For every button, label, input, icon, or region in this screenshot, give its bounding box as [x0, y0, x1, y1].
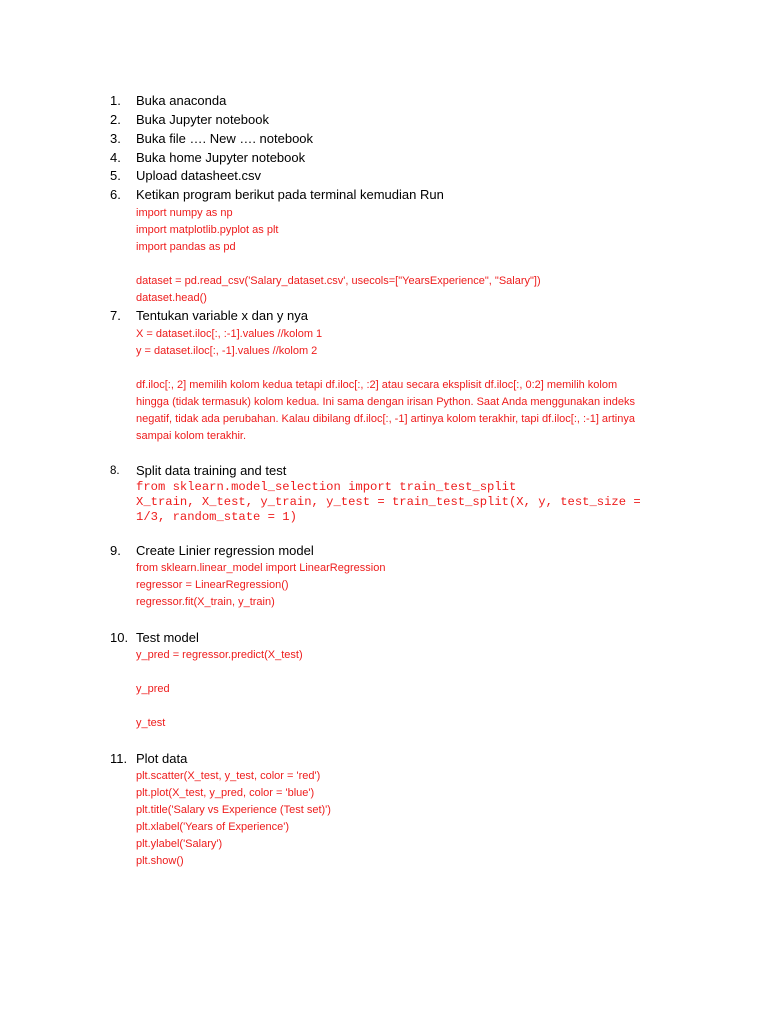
step-title: Ketikan program berikut pada terminal kemudian Run: [136, 187, 444, 202]
step-title: Buka Jupyter notebook: [136, 112, 269, 127]
code-line: X = dataset.iloc[:, :-1].values //kolom 1: [136, 328, 323, 340]
step-number: 10.: [110, 630, 129, 645]
code-line: dataset = pd.read_csv('Salary_dataset.csv', usecols=["YearsExperience", "Salary"]): [136, 275, 541, 287]
step-number: 5.: [110, 168, 121, 183]
code-line: from sklearn.linear_model import LinearRegression: [136, 562, 386, 574]
paragraph-line: hingga (tidak termasuk) kolom kedua. Ini sama dengan irisan Python. Saat Anda menggunakan indeks: [136, 396, 635, 408]
code-line: y = dataset.iloc[:, -1].values //kolom 2: [136, 345, 318, 357]
code-line: plt.plot(X_test, y_pred, color = 'blue'): [136, 787, 315, 799]
step-number: 9.: [110, 543, 121, 558]
step-title: Create Linier regression model: [136, 543, 314, 558]
step-title: Tentukan variable x dan y nya: [136, 308, 308, 323]
step-title: Buka file …. New …. notebook: [136, 131, 314, 146]
code-line: import matplotlib.pyplot as plt: [136, 224, 279, 236]
step-number: 3.: [110, 131, 121, 146]
code-line: import numpy as np: [136, 207, 233, 219]
step-number: 7.: [110, 308, 121, 323]
step-number: 1.: [110, 93, 121, 108]
step-number: 2.: [110, 112, 121, 127]
code-line: dataset.head(): [136, 292, 207, 304]
code-line: y_pred = regressor.predict(X_test): [136, 649, 303, 661]
step-title: Buka home Jupyter notebook: [136, 150, 306, 165]
step-title: Plot data: [136, 751, 188, 766]
code-line: import pandas as pd: [136, 241, 236, 253]
step-title: Buka anaconda: [136, 93, 227, 108]
code-line: X_train, X_test, y_train, y_test = train_test_split(X, y, test_size =: [136, 495, 641, 509]
paragraph-line: df.iloc[:, 2] memilih kolom kedua tetapi df.iloc[:, :2] atau secara eksplisit df.iloc[:, 0:2] memilih kolom: [136, 379, 618, 391]
step-number: 8.: [110, 465, 120, 477]
code-line: plt.ylabel('Salary'): [136, 838, 223, 850]
paragraph-line: negatif, tidak ada perubahan. Kalau dibilang df.iloc[:, -1] artinya kolom terakhir, tapi df.iloc[:, :-1] artinya: [136, 413, 635, 425]
code-line: y_pred: [136, 683, 170, 695]
step-title: Split data training and test: [136, 463, 287, 478]
step-title: Test model: [136, 630, 199, 645]
code-line: 1/3, random_state = 1): [136, 510, 297, 524]
code-line: plt.title('Salary vs Experience (Test set)'): [136, 804, 331, 816]
code-line: regressor.fit(X_train, y_train): [136, 596, 275, 608]
paragraph-line: sampai kolom terakhir.: [136, 430, 247, 442]
step-number: 4.: [110, 150, 121, 165]
code-line: from sklearn.model_selection import train_test_split: [136, 480, 517, 494]
code-line: y_test: [136, 717, 166, 729]
code-line: plt.scatter(X_test, y_test, color = 'red'): [136, 770, 321, 782]
step-number: 11.: [110, 751, 128, 766]
code-line: plt.show(): [136, 855, 184, 867]
code-line: regressor = LinearRegression(): [136, 579, 289, 591]
step-title: Upload datasheet.csv: [136, 168, 262, 183]
code-line: plt.xlabel('Years of Experience'): [136, 821, 289, 833]
step-number: 6.: [110, 187, 121, 202]
